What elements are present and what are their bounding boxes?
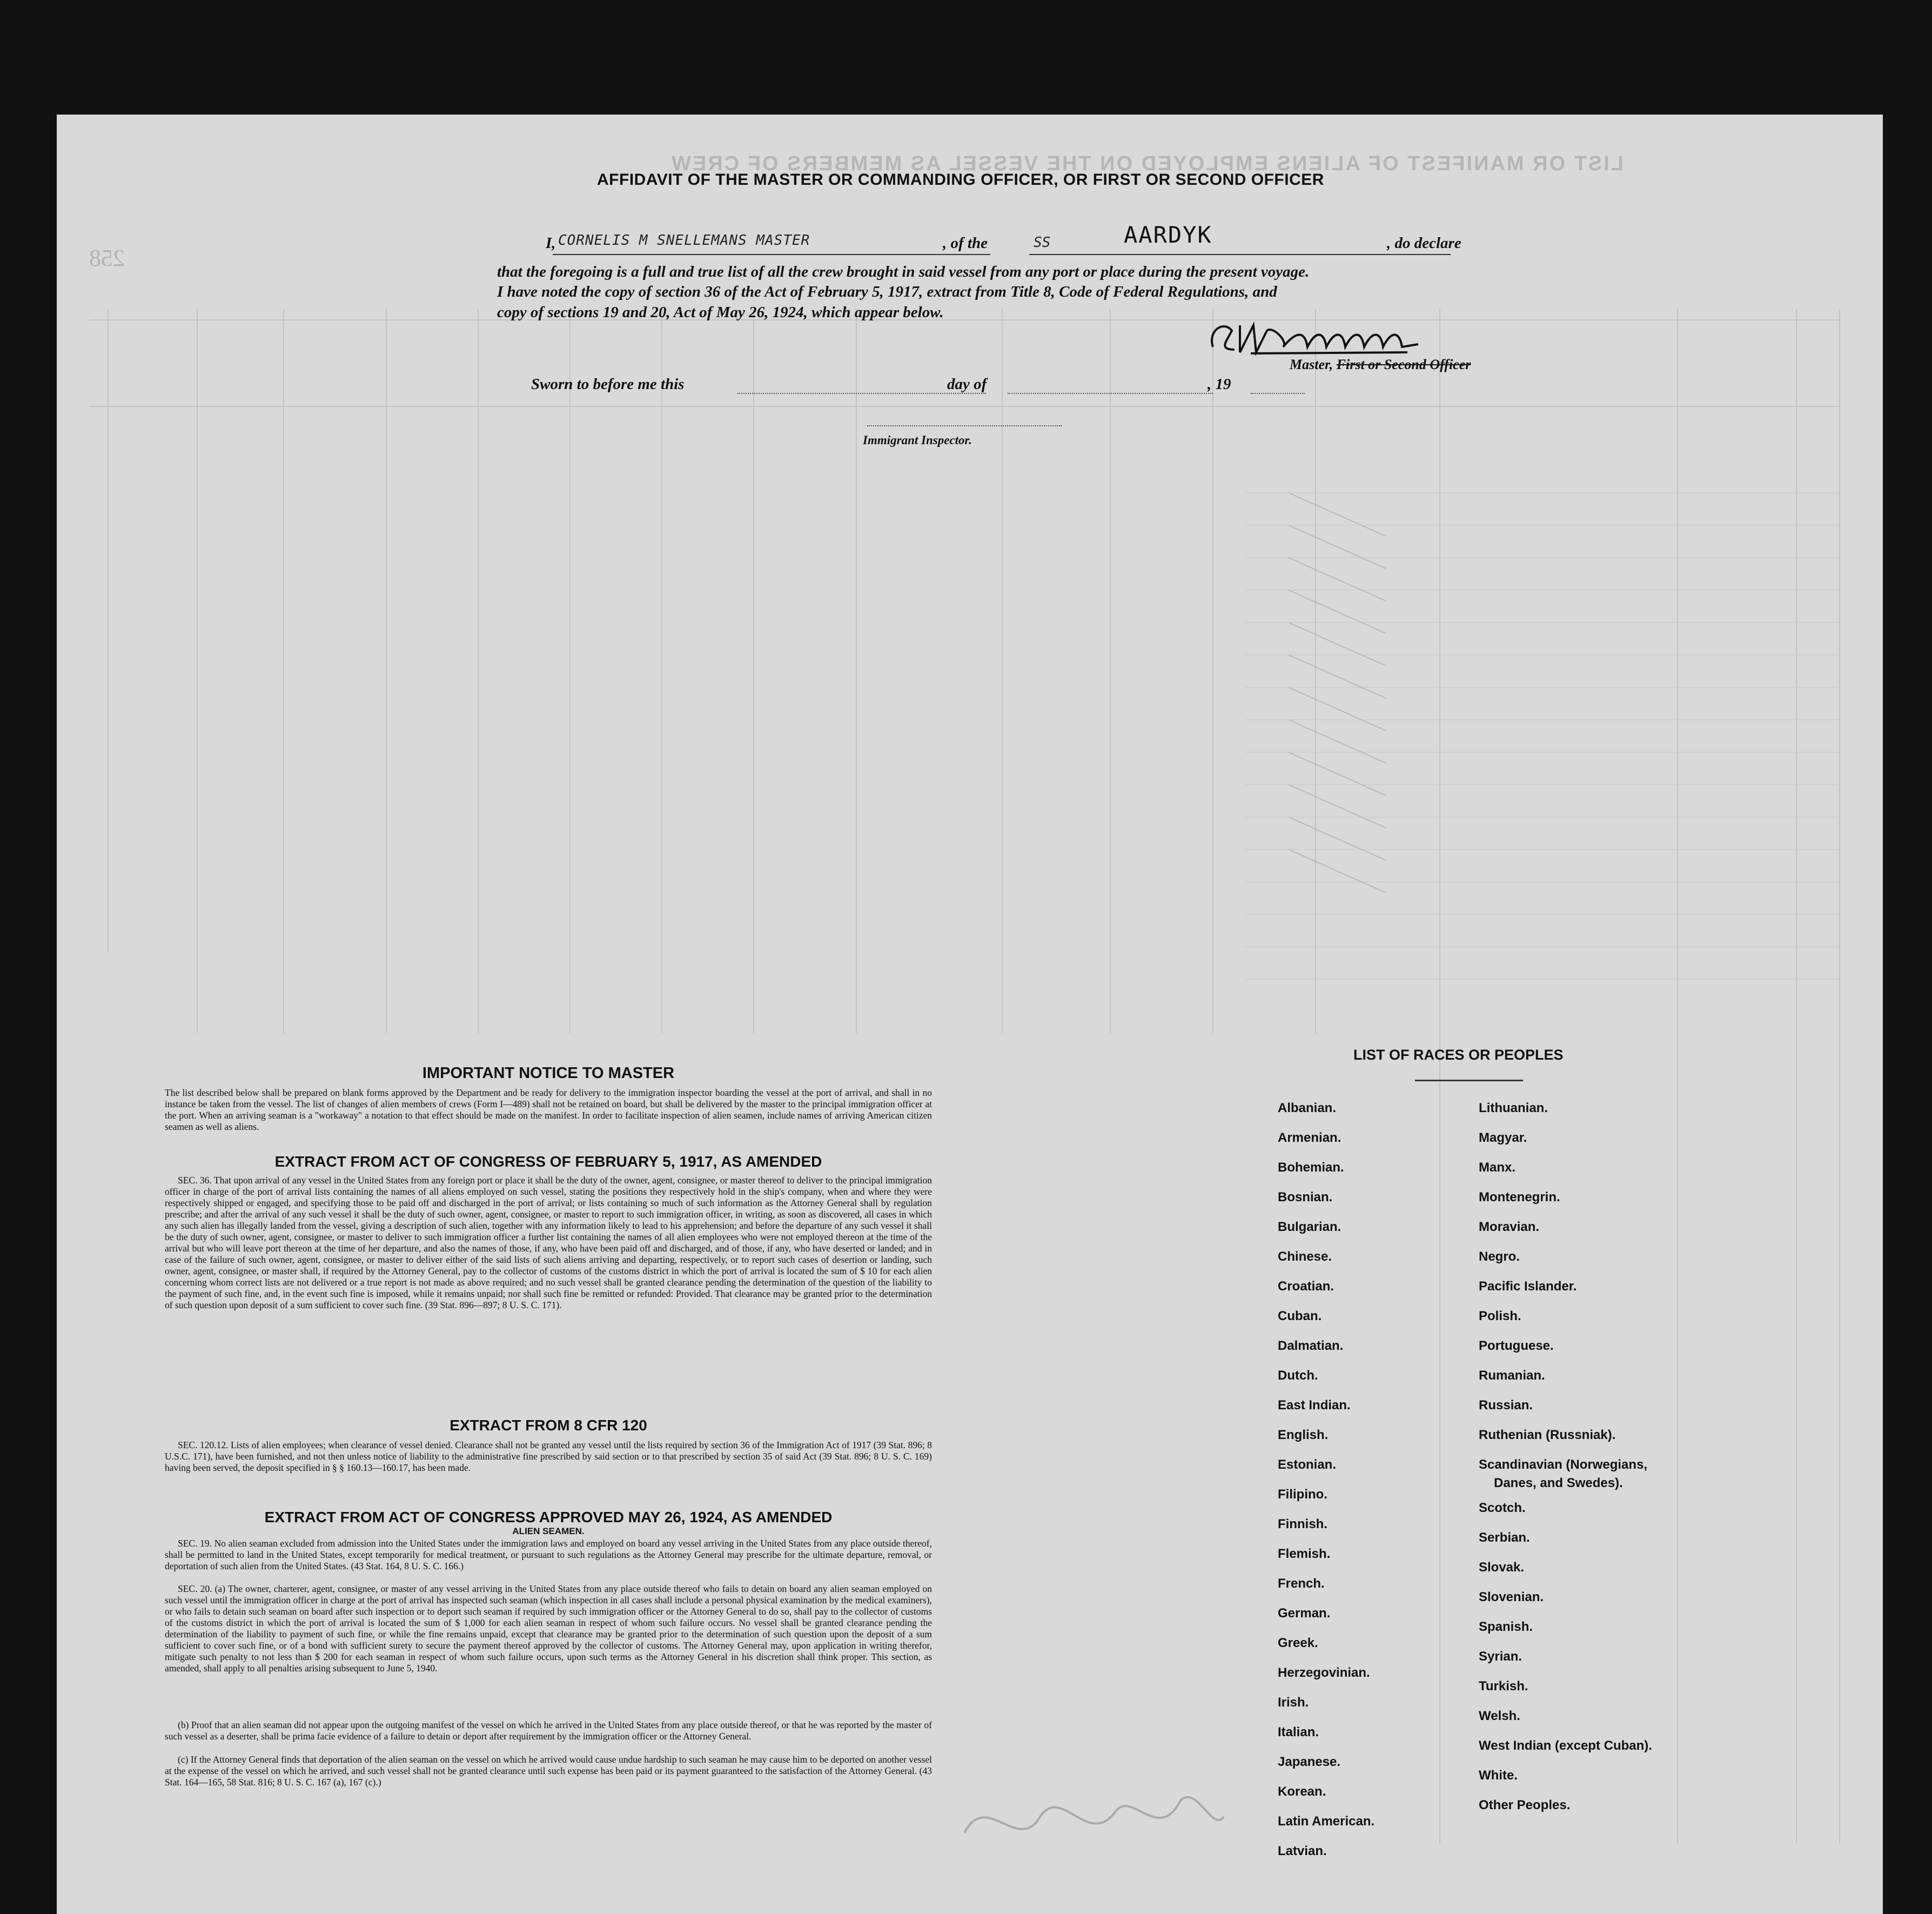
race-item: Slovenian. [1479, 1590, 1544, 1604]
affidavit-prefix: I, [546, 235, 556, 252]
sworn-year-line [1251, 393, 1305, 394]
affidavit-line-2: that the foregoing is a full and true list of all the crew brought in said vessel from any port or place during the present voyage. [497, 263, 1310, 280]
race-item: Flemish. [1278, 1547, 1331, 1561]
race-item: Cuban. [1278, 1309, 1322, 1323]
race-item: Other Peoples. [1479, 1798, 1571, 1812]
race-item: Dutch. [1278, 1368, 1318, 1383]
extract-cfr-title: EXTRACT FROM 8 CFR 120 [450, 1417, 647, 1434]
race-item: German. [1278, 1606, 1331, 1621]
race-item: Magyar. [1479, 1130, 1527, 1145]
race-item: Scotch. [1479, 1501, 1526, 1515]
race-item: Albanian. [1278, 1101, 1337, 1115]
race-item: Greek. [1278, 1636, 1318, 1650]
day-of-label: day of [947, 376, 987, 393]
ghost-page-number: 258 [89, 245, 125, 271]
race-item: Spanish. [1479, 1619, 1533, 1634]
manifest-page [57, 115, 1883, 1914]
race-item: English. [1278, 1428, 1329, 1442]
notice-title: IMPORTANT NOTICE TO MASTER [422, 1065, 675, 1082]
race-item: Irish. [1278, 1695, 1309, 1710]
sec20c-body: (c) If the Attorney General finds that deportation of the alien seaman on the vessel on which he arrived would cause undue hardship to such seaman he may cause him to be deported on another vessel at the expense of the vessel on which he arrived, and such vessel shall not be granted clearance until such expense has been paid or its payment guaranteed to the satisfaction of the Attorney General. (43 Stat. 164—165, 58 Stat. 816; 8 U. S. C. 167 (a), 167 (c).) [165, 1754, 932, 1788]
ghost-manifest-title: LIST OR MANIFEST OF ALIENS EMPLOYED ON THE VESSEL AS MEMBERS OF CREW [670, 152, 1624, 175]
struck-officer-label: First or Second Officer [1336, 357, 1471, 372]
race-item: Latin American. [1278, 1814, 1375, 1829]
affidavit-line-3: I have noted the copy of section 36 of the Act of February 5, 1917, extract from Title 8, Code of Federal Regulations, and [497, 283, 1277, 300]
sworn-label: Sworn to before me this [531, 376, 685, 393]
race-item: Bulgarian. [1278, 1220, 1341, 1234]
race-item: Scandinavian (Norwegians, [1479, 1457, 1648, 1472]
race-item: Bohemian. [1278, 1160, 1344, 1175]
race-item: West Indian (except Cuban). [1479, 1738, 1652, 1753]
extract-1917-title: EXTRACT FROM ACT OF CONGRESS OF FEBRUARY 5, 1917, AS AMENDED [274, 1153, 822, 1170]
race-item: Ruthenian (Russniak). [1479, 1428, 1616, 1442]
race-item: Portuguese. [1479, 1339, 1554, 1353]
notice-body: The list described below shall be prepared on blank forms approved by the Department and be ready for delivery to the immigration inspector boarding the vessel at the port of arrival, and shall in no instance be taken from the vessel. The list of changes of alien members of crews (Form I—489) shall not be retained on board, but shall be delivered by the master to the principal immigration officer at the port. When an arriving seaman is a "workaway" a notation to that effect should be made on the manifest. In order to facilitate inspection of alien seamen, include names of arriving American citizen seamen as well as aliens. [165, 1087, 932, 1132]
affidavit-line-4: copy of sections 19 and 20, Act of May 26, 1924, which appear below. [497, 304, 944, 321]
extract-1917-body: SEC. 36. That upon arrival of any vessel in the United States from any foreign port or place it shall be the duty of the owner, agent, consignee, or master thereof to deliver to the principal immigration officer in charge of the port of arrival lists containing the names of all aliens employed on such vessel, stating the positions they respectively hold in the ship's company, when and where they were respectively shipped or engaged, and specifying those to be paid off and discharged in the port of arrival; or lists containing so much of such information as the Attorney General shall by regulation prescribe; and after the arrival of any such vessel it shall be the duty of such owner, agent, consignee, or master to report to such immigration officer, in writing, as soon as discovered, all cases in which any such alien has illegally landed from the vessel, giving a description of such alien, together with any information likely to lead to his apprehension; and before the departure of any such vessel it shall be the duty of such owner, agent, consignee, or master to deliver to such immigration officer a further list containing the names of all alien employees who were not employed thereon at the time of the arrival but who will leave port thereon at the time of her departure, and also the names of those, if any, who have been paid off and discharged, and of those, if any, who have deserted or landed; and in case of the failure of such owner, agent, consignee, or master to deliver either of the said lists of such aliens arriving and departing, respectively, or to report such cases of desertion or landing, such owner, agent, consignee, or master shall, if required by the Attorney General, pay to the collector of customs of the customs district in which the port of arrival is located the sum of $ 10 for each alien concerning whom correct lists are not delivered or a true report is not made as above required; and no such vessel shall be granted clearance pending the determination of the question of the liability to the payment of such fine, and, in the event such fine is imposed, while it remains unpaid; nor shall such fine be remitted or refunded: Provided. That clearance may be granted prior to the determination of such question upon deposit of a sum sufficient to cover such fine. (39 Stat. 896—897; 8 U. S. C. 171). [165, 1175, 932, 1310]
extract-1924-title: EXTRACT FROM ACT OF CONGRESS APPROVED MAY 26, 1924, AS AMENDED [264, 1509, 833, 1525]
race-item: Armenian. [1278, 1130, 1341, 1145]
alien-seamen-subtitle: ALIEN SEAMEN. [512, 1526, 585, 1536]
race-item: Pacific Islander. [1479, 1279, 1577, 1294]
race-item: Bosnian. [1278, 1190, 1333, 1204]
race-item: White. [1479, 1768, 1518, 1783]
race-item: Filipino. [1278, 1487, 1327, 1502]
races-title: LIST OF RACES OR PEOPLES [1353, 1047, 1564, 1063]
race-item: Japanese. [1278, 1755, 1341, 1769]
race-item: Rumanian. [1479, 1368, 1545, 1383]
race-item: French. [1278, 1576, 1325, 1591]
ship-prefix-handwritten: SS [1034, 235, 1051, 251]
race-item: Montenegrin. [1479, 1190, 1560, 1204]
sec20a-body: SEC. 20. (a) The owner, charterer, agent, consignee, or master of any vessel arriving in the United States from any place outside thereof who fails to detain on board any alien seaman employed on such vessel until the immigration officer in charge at the port of arrival has inspected such seaman (which inspection in all cases shall include a personal physical examination by the medical examiners), or who fails to detain such seaman on board after such inspection or to deport such seaman if required by such immigration officer or the Attorney General to do so, shall pay to the collector of customs of the customs district in which the port of arrival is located the sum of $ 1,000 for each alien seaman in respect of whom such failure occurs. No vessel shall be granted clearance pending the determination of the liability to payment of such fine, or while the fine remains unpaid, except that clearance may be granted prior to the determination of such question upon the deposit of a sum sufficient to cover such fine, or of a bond with sufficient surety to secure the payment thereof approved by the collector of customs. The Attorney General may, upon application in writing therefor, mitigate such penalty to not less than $ 200 for each seaman in respect of whom such failure occurs, upon such terms as the Attorney General in his discretion shall think proper. This section, as amended, shall apply to all penalties arising subsequent to June 5, 1940. [165, 1583, 932, 1674]
sworn-month-line [1008, 393, 1213, 394]
faint-scrawl [954, 1768, 1235, 1865]
vessel-name-stamp: AARDYK [1124, 222, 1212, 248]
inspector-label: Immigrant Inspector. [863, 433, 972, 447]
vessel-fill-line [1029, 254, 1451, 255]
races-title-rule [1415, 1080, 1523, 1081]
race-item: Negro. [1479, 1249, 1520, 1264]
race-item: Estonian. [1278, 1457, 1337, 1472]
do-declare-label: , do declare [1387, 235, 1461, 252]
race-item: Moravian. [1479, 1220, 1540, 1234]
master-title-line [1290, 357, 1471, 373]
race-item: Finnish. [1278, 1517, 1327, 1531]
race-item: Turkish. [1479, 1679, 1528, 1694]
race-item: Latvian. [1278, 1844, 1327, 1858]
race-item: Serbian. [1479, 1530, 1530, 1545]
race-item: Croatian. [1278, 1279, 1334, 1294]
affidavit-title: AFFIDAVIT OF THE MASTER OR COMMANDING OFFICER, OR FIRST OR SECOND OFFICER [597, 171, 1324, 189]
inspector-sign-line [867, 425, 1062, 426]
race-item: Lithuanian. [1479, 1101, 1548, 1115]
race-item: Italian. [1278, 1725, 1319, 1739]
year-label: , 19 [1208, 376, 1231, 393]
name-fill-line [553, 254, 990, 255]
race-item: Danes, and Swedes). [1494, 1476, 1623, 1490]
race-item: Manx. [1479, 1160, 1516, 1175]
race-item: Korean. [1278, 1784, 1326, 1799]
extract-cfr-body: SEC. 120.12. Lists of alien employees; when clearance of vessel denied. Clearance shall not be granted any vessel until the lists required by section 36 of the Immigration Act of 1917 (39 Stat. 896; 8 U.S.C. 171), have been furnished, and not then unless notice of liability to the administrative fine prescribed by said section or to that prescribed by section 35 of said Act (39 Stat. 896; 8 U. S. C. 169) having been served, the deposit specified in § § 160.13—160.17, has been made. [165, 1440, 932, 1473]
of-the-label: , of the [943, 235, 988, 252]
sec19-body: SEC. 19. No alien seaman excluded from admission into the United States under the immigration laws and employed on board any vessel arriving in the United States from any place outside thereof, shall be permitted to land in the United States, except temporarily for medical treatment, or pursuant to such regulations as the Attorney General may prescribe for the ultimate departure, removal, or deportation of such alien from the United States. (43 Stat. 164, 8 U. S. C. 166.) [165, 1538, 932, 1571]
race-item: Welsh. [1479, 1709, 1520, 1723]
master-name-handwritten: CORNELIS M SNELLEMANS MASTER [558, 232, 810, 249]
sec20b-body: (b) Proof that an alien seaman did not appear upon the outgoing manifest of the vessel on which he arrived in the United States from any place outside thereof, or that he was reported by the master of such vessel as a deserter, shall be prima facie evidence of a failure to detain or deport after requirement by the immigration officer or the Attorney General. [165, 1719, 932, 1742]
race-item: East Indian. [1278, 1398, 1351, 1413]
master-label: Master, [1290, 357, 1333, 372]
race-item: Dalmatian. [1278, 1339, 1344, 1353]
race-item: Chinese. [1278, 1249, 1332, 1264]
race-item: Polish. [1479, 1309, 1521, 1323]
race-item: Syrian. [1479, 1649, 1522, 1664]
race-item: Slovak. [1479, 1560, 1525, 1575]
race-item: Russian. [1479, 1398, 1533, 1413]
race-item: Herzegovinian. [1278, 1665, 1370, 1680]
